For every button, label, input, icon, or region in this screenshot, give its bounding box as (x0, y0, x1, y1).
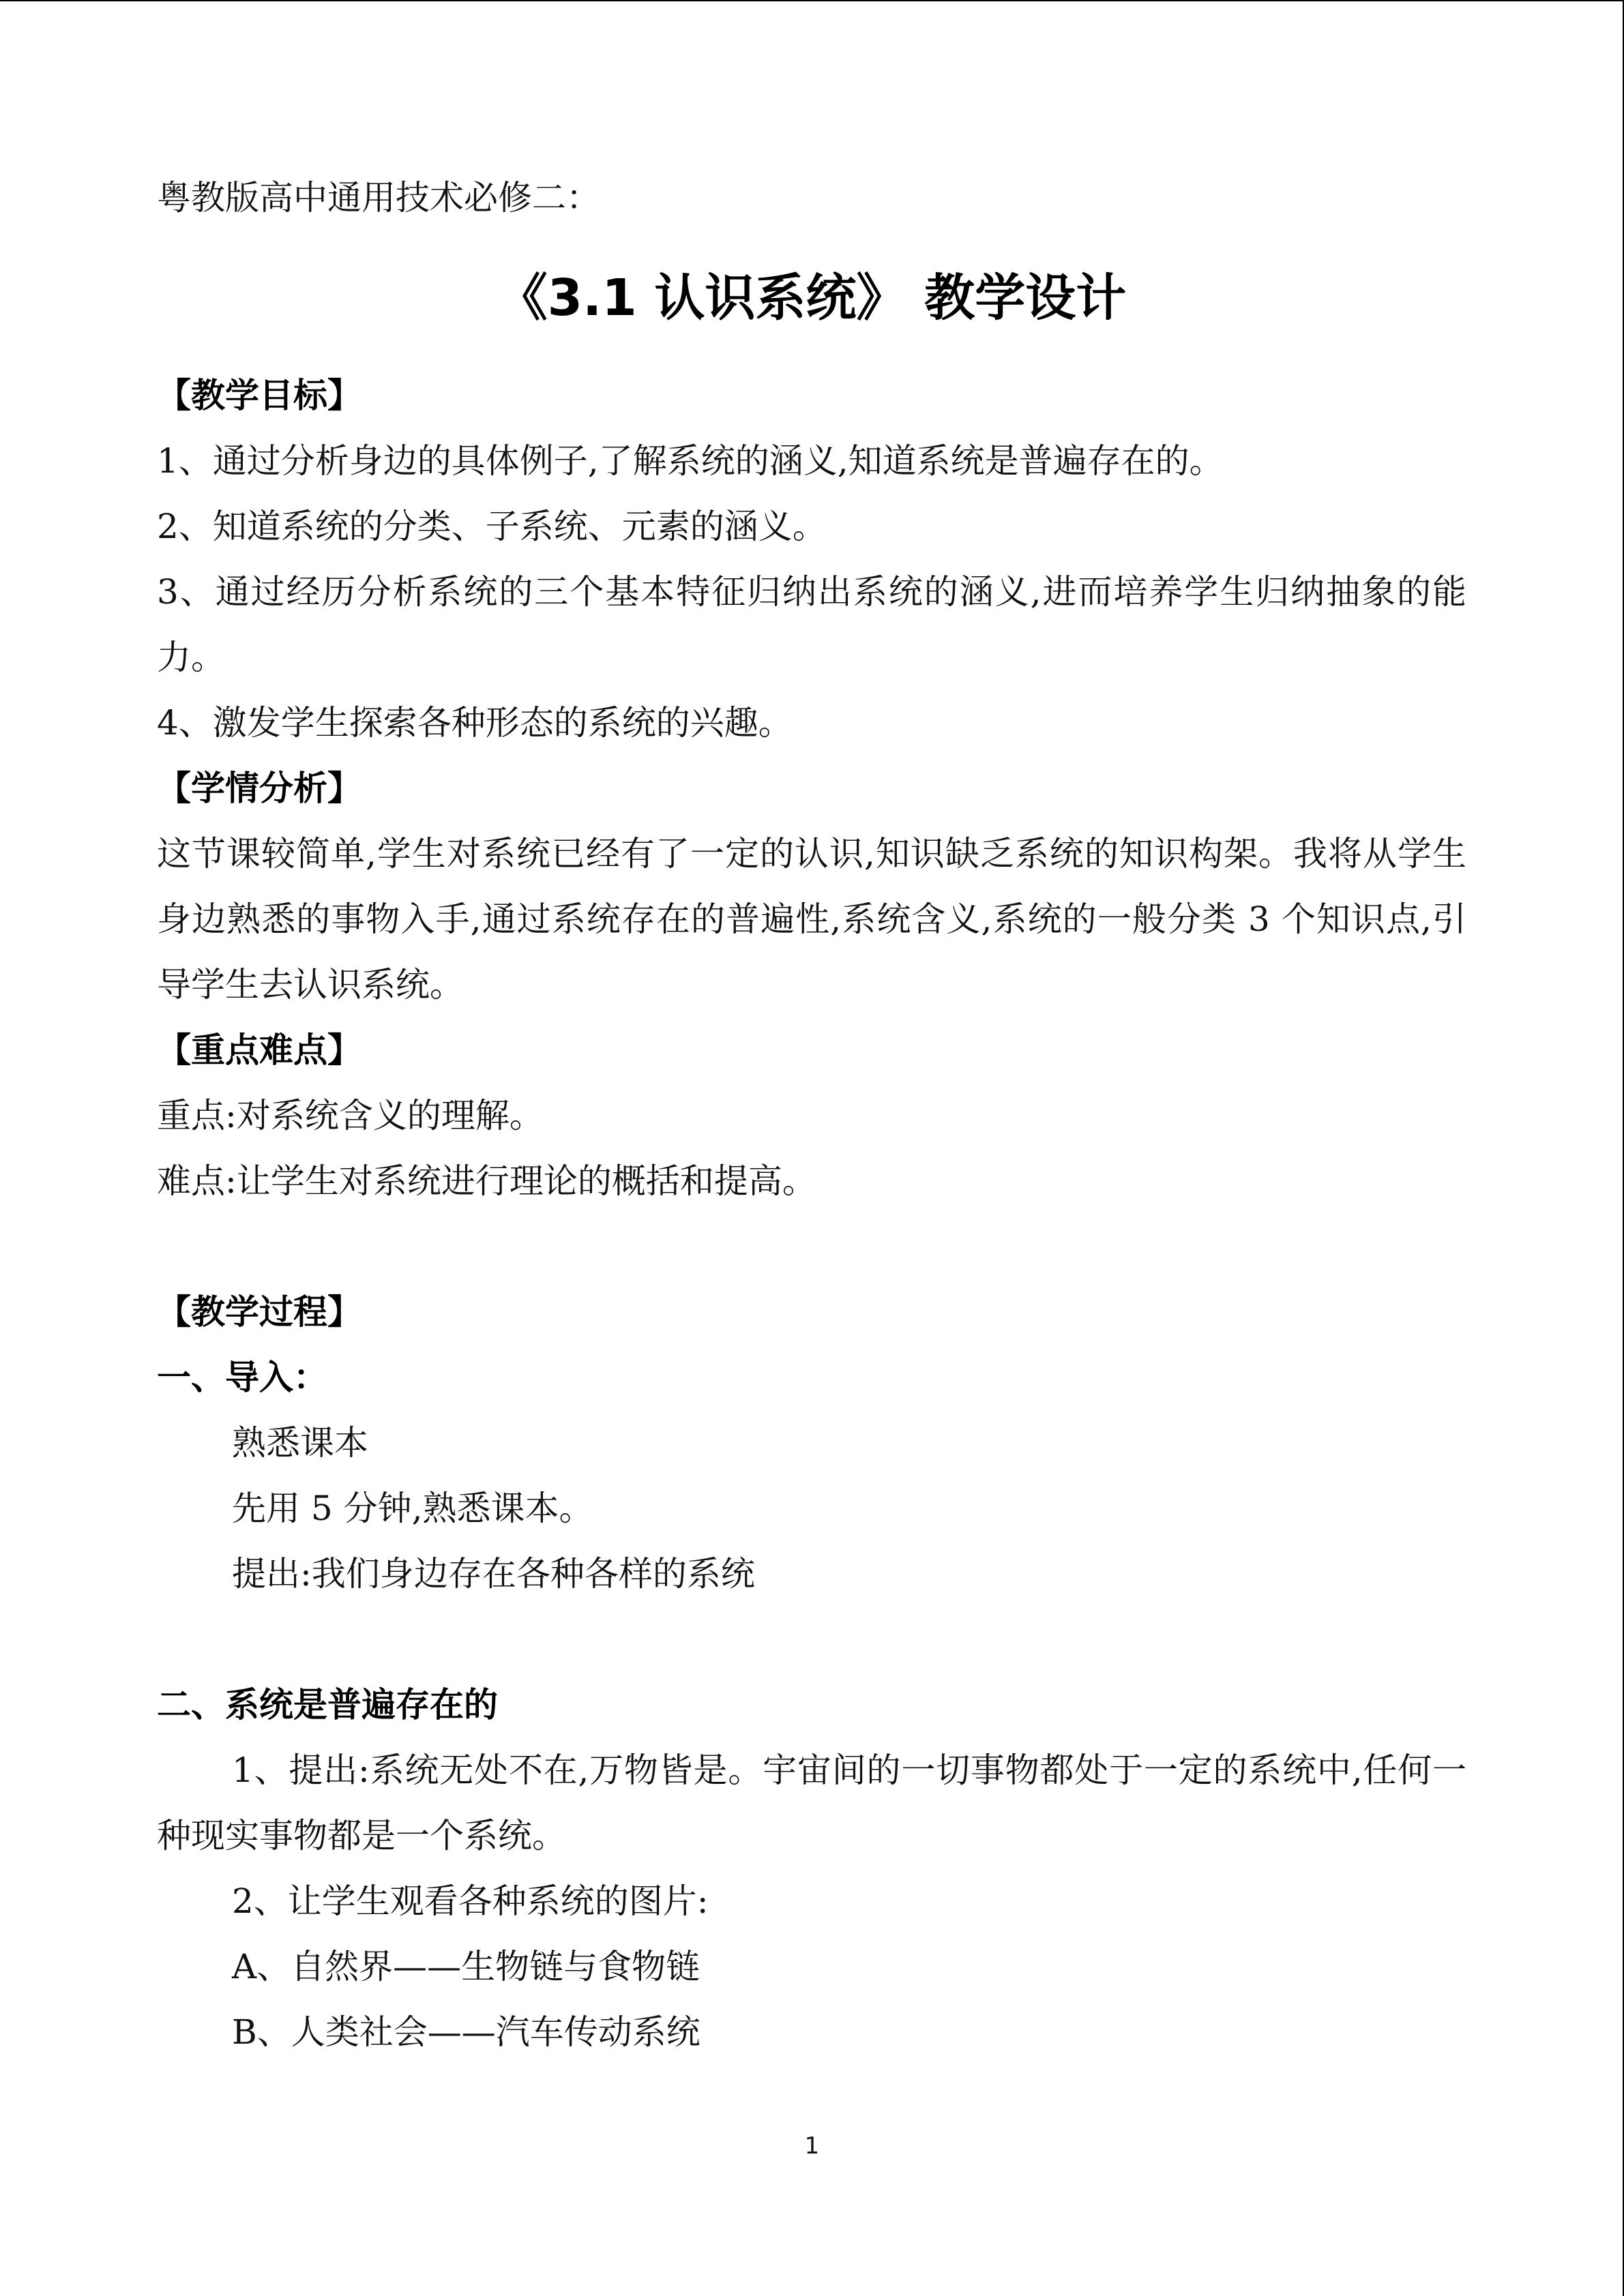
process-part2-line: 2、让学生观看各种系统的图片: (232, 1881, 709, 1921)
objective-item: 3、通过经历分析系统的三个基本特征归纳出系统的涵义,进而培养学生归纳抽象的能力。 (157, 572, 1466, 677)
process-part2-line: B、人类社会——汽车传动系统 (232, 2012, 700, 2052)
process-part2-line: A、自然界——生物链与食物链 (232, 1947, 700, 1986)
section-heading-objectives: 【教学目标】 (157, 376, 361, 415)
page-content (157, 165, 1466, 2065)
process-part1-line: 先用 5 分钟,熟悉课本。 (232, 1489, 593, 1528)
spacer (157, 1607, 1466, 1672)
page-number: 1 (804, 2132, 820, 2160)
analysis-paragraph: 这节课较简单,学生对系统已经有了一定的认识,知识缺乏系统的知识构架。我将从学生身边熟悉的事物入手,通过系统存在的普遍性,系统含义,系统的一般分类 3 个知识点,引导学生去认识系统。 (157, 834, 1466, 1004)
spacer (157, 1214, 1466, 1279)
process-part1-line: 提出:我们身边存在各种各样的系统 (232, 1554, 755, 1594)
document-title: 《3.1 认识系统》 教学设计 (497, 269, 1127, 327)
objective-item: 4、激发学生探索各种形态的系统的兴趣。 (157, 703, 793, 743)
process-part1-heading: 一、导入： (157, 1358, 327, 1397)
process-part1-line: 熟悉课本 (232, 1423, 368, 1463)
section-heading-analysis: 【学情分析】 (157, 769, 361, 808)
objective-item: 2、知道系统的分类、子系统、元素的涵义。 (157, 507, 827, 546)
process-part2-heading: 二、系统是普遍存在的 (157, 1685, 498, 1725)
objective-item: 1、通过分析身边的具体例子,了解系统的涵义,知道系统是普遍存在的。 (157, 441, 1224, 481)
section-heading-process: 【教学过程】 (157, 1292, 361, 1332)
process-part2-paragraph: 1、提出:系统无处不在,万物皆是。宇宙间的一切事物都处于一定的系统中,任何一种现实事物都是一个系统。 (157, 1750, 1466, 1855)
course-subtitle: 粤教版高中通用技术必修二： (157, 178, 600, 218)
key-point-text: 重点:对系统含义的理解。 (157, 1096, 544, 1135)
section-heading-key-points: 【重点难点】 (157, 1030, 361, 1070)
difficulty-text: 难点:让学生对系统进行理论的概括和提高。 (157, 1161, 816, 1201)
